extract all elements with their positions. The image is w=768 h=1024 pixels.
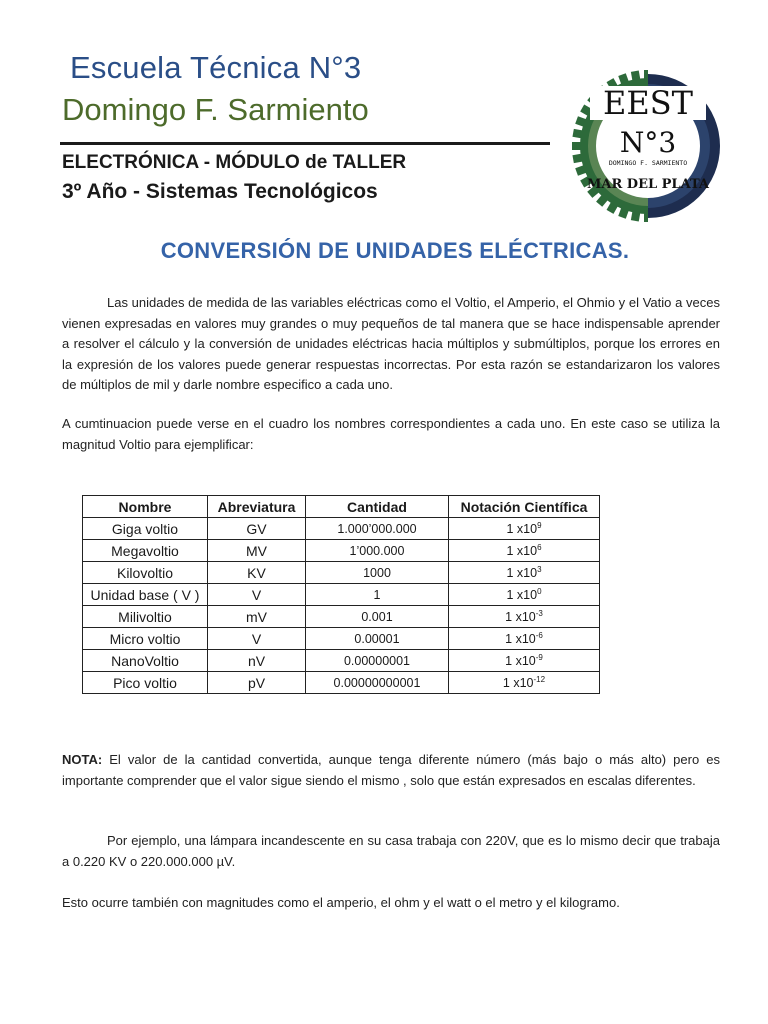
logo-text-number: N°3 bbox=[619, 126, 677, 159]
units-table bbox=[82, 495, 600, 694]
notation-exponent: 0 bbox=[537, 586, 542, 596]
notation-exponent: -3 bbox=[535, 608, 543, 618]
table-row bbox=[83, 606, 600, 628]
school-name-line2: Domingo F. Sarmiento bbox=[62, 92, 369, 127]
scientific-notation-cell bbox=[449, 562, 600, 584]
notation-base: 1 x10 bbox=[505, 609, 536, 624]
abbreviation-cell: MV bbox=[208, 540, 306, 562]
name-cell: Kilovoltio bbox=[83, 562, 208, 584]
notation-exponent: -9 bbox=[535, 652, 543, 662]
year-subtitle: 3º Año - Sistemas Tecnológicos bbox=[62, 180, 378, 203]
logo-text-main: EEST bbox=[603, 84, 693, 122]
document-title: CONVERSIÓN DE UNIDADES ELÉCTRICAS. bbox=[160, 238, 630, 263]
table-row bbox=[83, 584, 600, 606]
abbreviation-cell: GV bbox=[208, 518, 306, 540]
logo-text-name: DOMINGO F. SARMIENTO bbox=[608, 159, 688, 167]
abbreviation-cell: V bbox=[208, 584, 306, 606]
table-header-row bbox=[83, 496, 600, 518]
notation-base: 1 x10 bbox=[506, 587, 538, 602]
quantity-cell: 0.00000000001 bbox=[306, 672, 449, 694]
table-row bbox=[83, 672, 600, 694]
name-cell: Pico voltio bbox=[83, 672, 208, 694]
quantity-cell: 0.001 bbox=[306, 606, 449, 628]
header-abreviatura: Abreviatura bbox=[208, 496, 306, 518]
header-divider bbox=[60, 142, 550, 145]
note-label: NOTA: bbox=[62, 752, 103, 767]
notation-base: 1 x10 bbox=[505, 653, 536, 668]
quantity-cell: 1.000’000.000 bbox=[306, 518, 449, 540]
header-cantidad: Cantidad bbox=[306, 496, 449, 518]
scientific-notation-cell bbox=[449, 540, 600, 562]
abbreviation-cell: V bbox=[208, 628, 306, 650]
quantity-cell: 0.00001 bbox=[306, 628, 449, 650]
table-row bbox=[83, 540, 600, 562]
quantity-cell: 0.00000001 bbox=[306, 650, 449, 672]
notation-base: 1 x10 bbox=[502, 675, 534, 690]
table-intro-paragraph: A cumtinuacion puede verse en el cuadro los nombres correspondientes a cada uno. En este caso se utiliza la magnitud Voltio para ejemplificar: bbox=[62, 416, 720, 452]
scientific-notation-cell bbox=[449, 628, 600, 650]
table-row bbox=[83, 628, 600, 650]
scientific-notation-cell bbox=[449, 518, 600, 540]
school-name-line1: Escuela Técnica N°3 bbox=[70, 50, 362, 85]
table-body bbox=[83, 518, 600, 694]
note-paragraph bbox=[62, 750, 720, 791]
notation-exponent: 9 bbox=[537, 520, 542, 530]
table-row bbox=[83, 518, 600, 540]
example-paragraph: Por ejemplo, una lámpara incandescente en su casa trabaja con 220V, que es lo mismo decir que trabaja a 0.220 KV o 220.000.000 µV. bbox=[62, 833, 720, 869]
closing-paragraph: Esto ocurre también con magnitudes como el amperio, el ohm y el watt o el metro y el kilogramo. bbox=[62, 895, 620, 910]
name-cell: NanoVoltio bbox=[83, 650, 208, 672]
header-nombre: Nombre bbox=[83, 496, 208, 518]
quantity-cell: 1000 bbox=[306, 562, 449, 584]
abbreviation-cell: mV bbox=[208, 606, 306, 628]
abbreviation-cell: KV bbox=[208, 562, 306, 584]
intro-paragraph: Las unidades de medida de las variables eléctricas como el Voltio, el Amperio, el Ohmio y el Vatio a veces vienen expresadas en valores muy grandes o muy pequeños de tal manera que se hace indispensable aprender a resolver el cálculo y la conversión de unidades eléctricas hacia múltiplos y submúltiplos, porque los errores en la expresión de los valores puede generar respuestas incorrectas. Por esta razón se estandarizaron los valores de múltiplos de mil y darle nombre especifico a cada uno. bbox=[62, 295, 720, 392]
header-notacion: Notación Científica bbox=[449, 496, 600, 518]
notation-exponent: -12 bbox=[533, 674, 546, 684]
notation-base: 1 x10 bbox=[506, 565, 538, 580]
notation-base: 1 x10 bbox=[506, 543, 538, 558]
scientific-notation-cell bbox=[449, 672, 600, 694]
scientific-notation-cell bbox=[449, 606, 600, 628]
notation-base: 1 x10 bbox=[506, 521, 538, 536]
scientific-notation-cell bbox=[449, 650, 600, 672]
abbreviation-cell: nV bbox=[208, 650, 306, 672]
abbreviation-cell: pV bbox=[208, 672, 306, 694]
scientific-notation-cell bbox=[449, 584, 600, 606]
school-logo bbox=[568, 66, 728, 226]
notation-exponent: 3 bbox=[537, 564, 542, 574]
table-row bbox=[83, 650, 600, 672]
module-title: ELECTRÓNICA - MÓDULO de TALLER bbox=[62, 152, 407, 173]
note-text: El valor de la cantidad convertida, aunque tenga diferente número (más bajo o más alto) pero es importante comprender que el valor sigue siendo el mismo , solo que están expresados en escalas diferentes. bbox=[62, 752, 720, 788]
table-row bbox=[83, 562, 600, 584]
name-cell: Milivoltio bbox=[83, 606, 208, 628]
notation-exponent: 6 bbox=[537, 542, 542, 552]
name-cell: Micro voltio bbox=[83, 628, 208, 650]
name-cell: Unidad base ( V ) bbox=[83, 584, 208, 606]
quantity-cell: 1’000.000 bbox=[306, 540, 449, 562]
logo-text-city: MAR DEL PLATA bbox=[587, 177, 709, 192]
name-cell: Megavoltio bbox=[83, 540, 208, 562]
notation-exponent: -6 bbox=[535, 630, 543, 640]
quantity-cell: 1 bbox=[306, 584, 449, 606]
notation-base: 1 x10 bbox=[505, 631, 536, 646]
name-cell: Giga voltio bbox=[83, 518, 208, 540]
